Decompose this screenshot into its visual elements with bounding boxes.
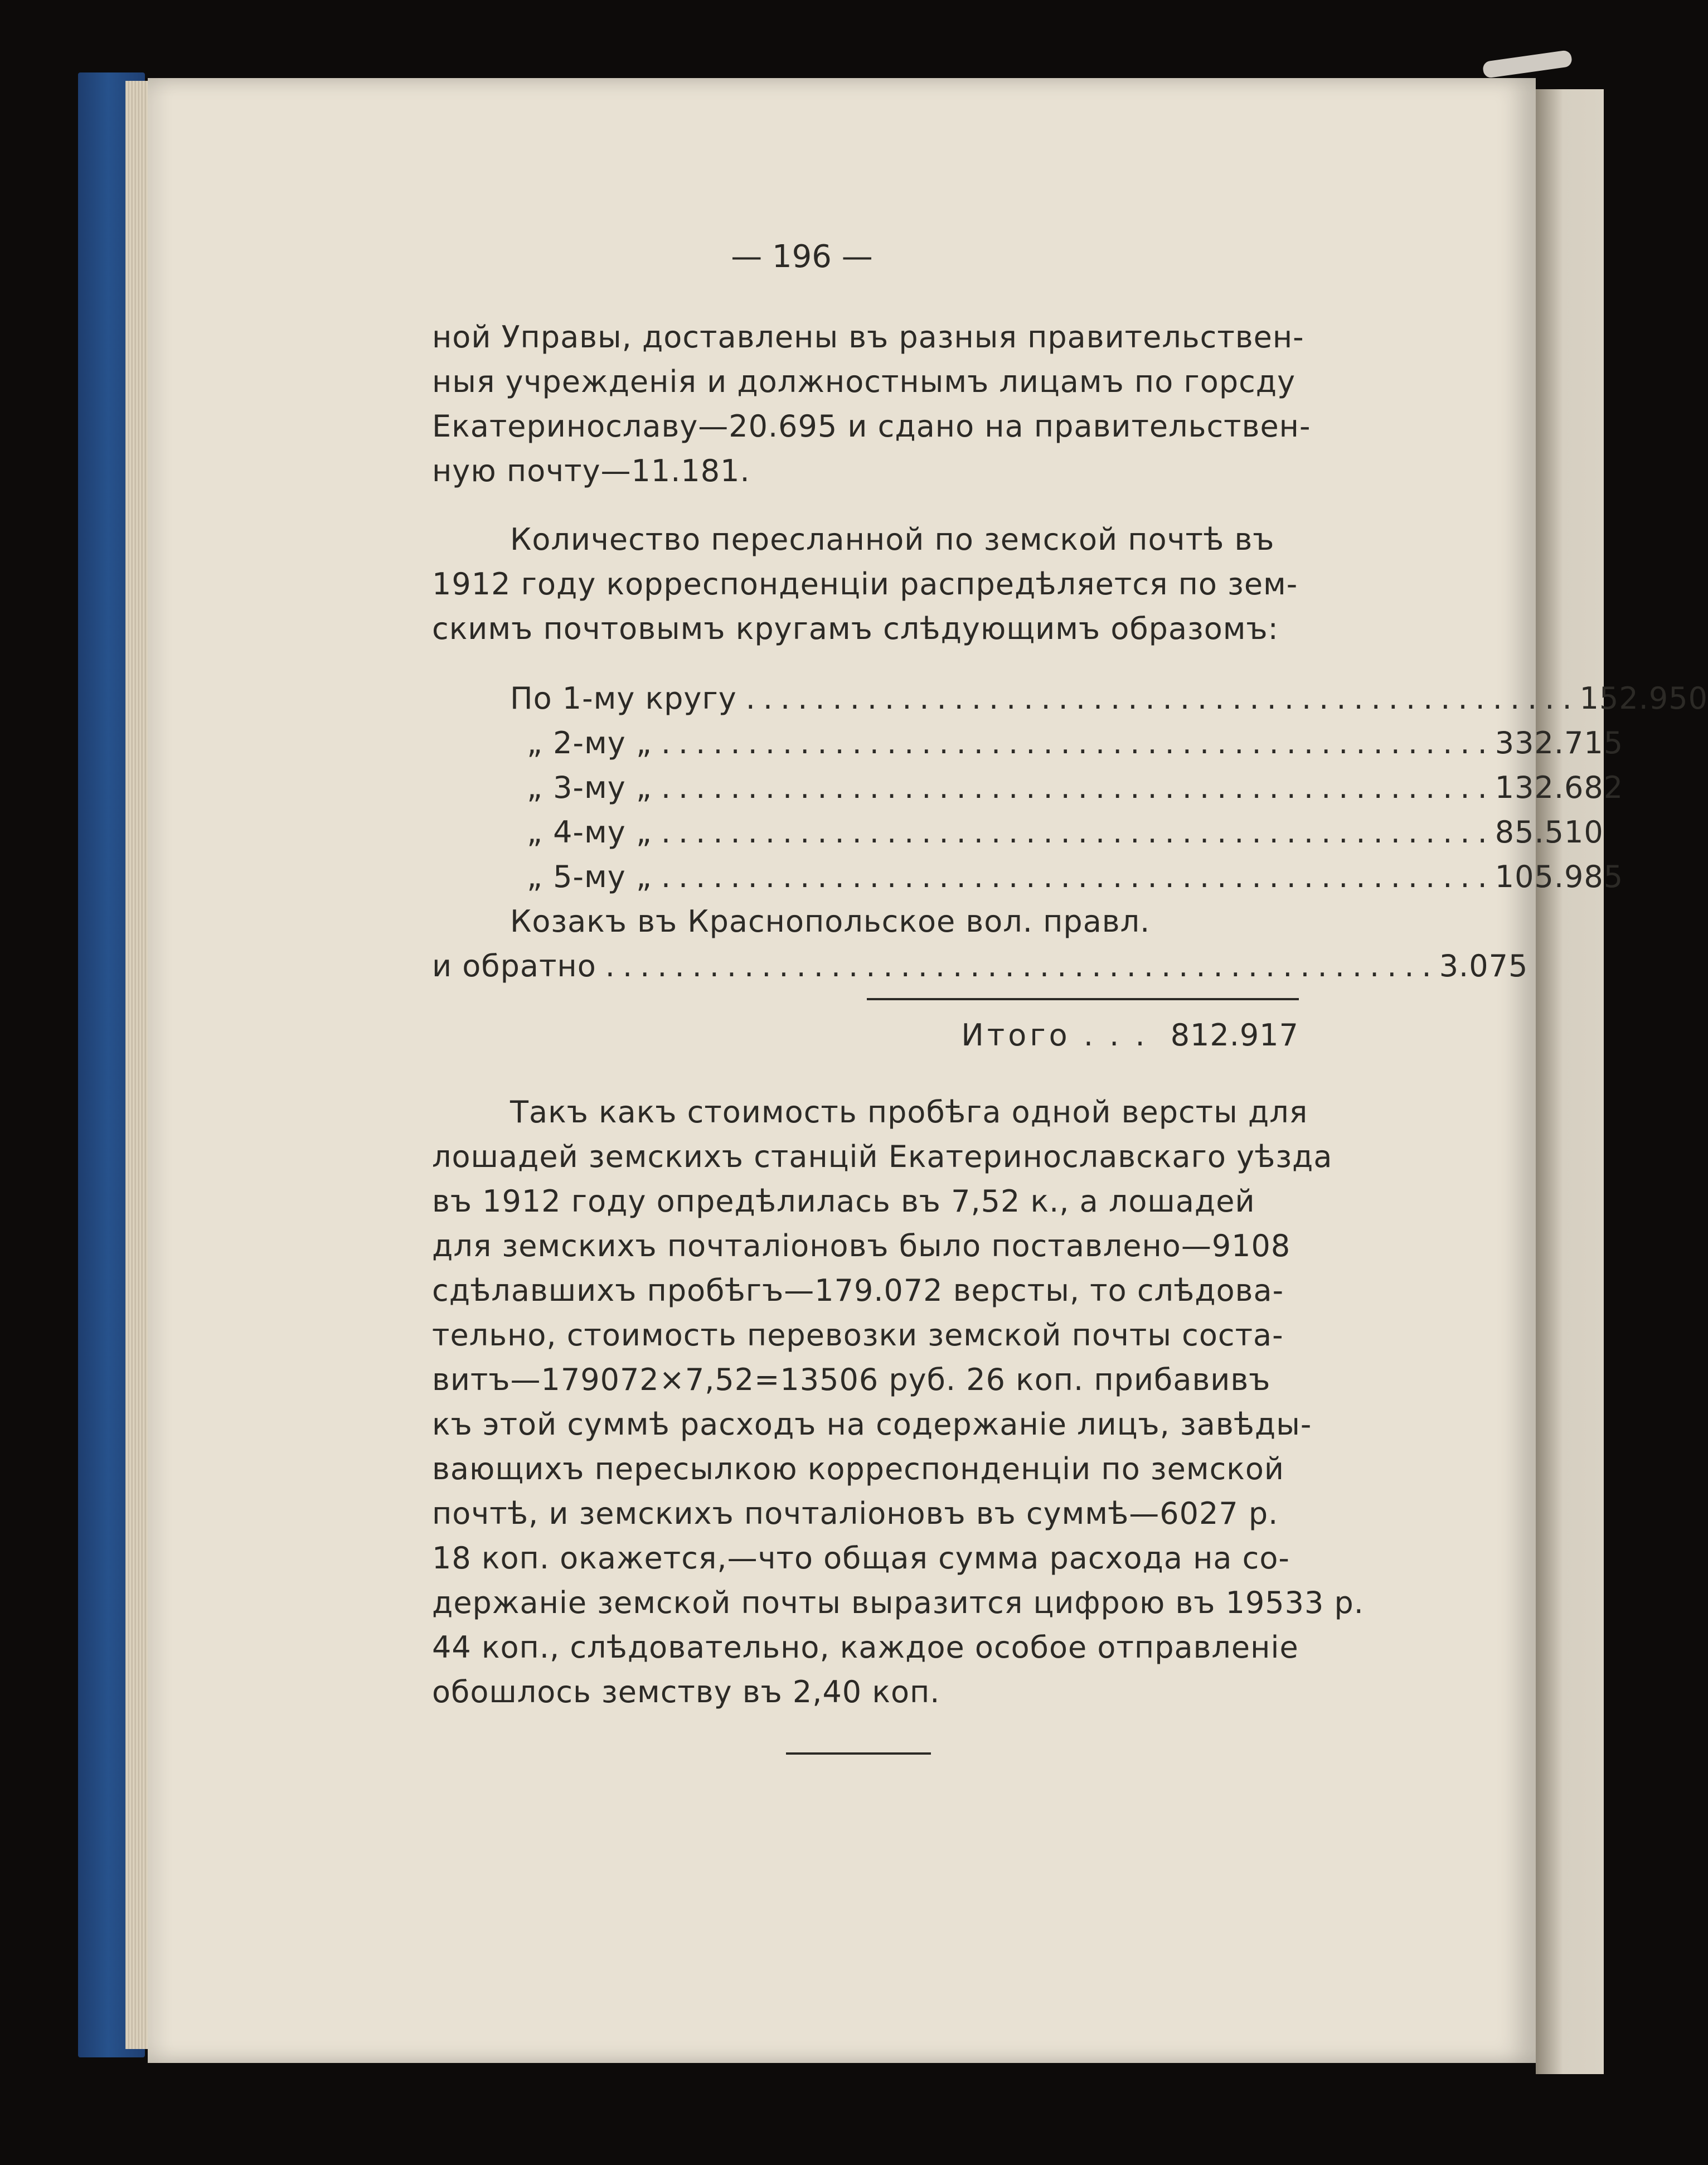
text-line: къ этой суммѣ расходъ на содержаніе лицъ, завѣды- xyxy=(432,1407,1312,1442)
text-line: вающихъ пересылкою корреспонденціи по земской xyxy=(432,1451,1285,1486)
text-line: ныя учрежденія и должностнымъ лицамъ по горсду xyxy=(432,364,1296,399)
row-label: По 1-му кругу xyxy=(510,681,737,716)
row-value: 85.510 xyxy=(1494,815,1604,850)
table-row xyxy=(432,855,1624,899)
text-line: 44 коп., слѣдовательно, каждое особое отправленіе xyxy=(432,1630,1299,1665)
text-line: скимъ почтовымъ кругамъ слѣдующимъ образомъ: xyxy=(432,611,1279,646)
row-value: 132.682 xyxy=(1494,770,1624,805)
table-row xyxy=(432,676,1708,721)
row-value: 152.950 xyxy=(1579,681,1708,716)
text-line: для земскихъ почталіоновъ было поставлено—9108 xyxy=(432,1228,1291,1263)
facing-page-edge xyxy=(1536,89,1604,2074)
row-label: „ 5-му „ xyxy=(527,859,652,894)
leader-dots: ................................................ xyxy=(661,859,1495,894)
leader-dots: ................................................ xyxy=(661,770,1495,805)
paragraph-3 xyxy=(432,1090,1364,1714)
leader-dots: ................................................ xyxy=(745,681,1580,716)
row-label: „ 4-му „ xyxy=(527,815,652,850)
paragraph-1 xyxy=(432,315,1311,493)
text-line: Такъ какъ стоимость пробѣга одной версты для xyxy=(510,1094,1308,1130)
text-line: обошлось земству въ 2,40 коп. xyxy=(432,1674,940,1709)
total-value: 812.917 xyxy=(1170,1018,1299,1053)
row-value: 332.715 xyxy=(1494,725,1624,761)
text-line: ной Управы, доставлены въ разныя правительствен- xyxy=(432,319,1304,355)
text-line: держаніе земской почты выразится цифрою въ 19533 р. xyxy=(432,1585,1364,1620)
row-value: 105.985 xyxy=(1494,859,1624,894)
page-number: — 196 — xyxy=(731,239,873,275)
text-line: Количество пересланной по земской почтѣ въ xyxy=(510,522,1275,557)
sum-rule xyxy=(867,998,1299,1000)
end-rule xyxy=(786,1752,931,1755)
table-row xyxy=(432,810,1604,855)
circles-table xyxy=(432,676,1708,989)
total-label: Итого . . . xyxy=(961,1018,1148,1053)
row-label: „ 3-му „ xyxy=(527,770,652,805)
leader-dots: ................................................ xyxy=(605,948,1439,984)
text-line: тельно, стоимость перевозки земской почты соста- xyxy=(432,1318,1284,1353)
row-label: „ 2-му „ xyxy=(527,725,652,761)
total-line xyxy=(432,1010,1299,1060)
text-line: Екатеринославу—20.695 и сдано на правительствен- xyxy=(432,409,1311,444)
text-line: витъ—179072×7,52=13506 руб. 26 коп. прибавивъ xyxy=(432,1362,1271,1397)
bookmark-ribbon xyxy=(1482,50,1573,79)
text-line: 18 коп. окажется,—что общая сумма расхода на со- xyxy=(432,1541,1290,1576)
leader-dots: ................................................ xyxy=(661,725,1495,761)
table-row xyxy=(432,766,1624,810)
text-line: почтѣ, и земскихъ почталіоновъ въ суммѣ—6027 р. xyxy=(432,1496,1279,1531)
text-line: ную почту—11.181. xyxy=(432,453,750,488)
paragraph-2 xyxy=(432,517,1299,651)
row-label: и обратно xyxy=(432,948,596,984)
text-line: въ 1912 году опредѣлилась въ 7,52 к., а лошадей xyxy=(432,1184,1255,1219)
row-label: Козакъ въ Краснопольское вол. правл. xyxy=(510,904,1151,939)
total-row xyxy=(432,1010,1299,1060)
table-row xyxy=(432,899,1299,944)
text-line: сдѣлавшихъ пробѣгъ—179.072 версты, то слѣдова- xyxy=(432,1273,1284,1308)
leader-dots: ................................................ xyxy=(661,815,1495,850)
text-line: лошадей земскихъ станцій Екатеринославскаго уѣзда xyxy=(432,1139,1333,1174)
table-row xyxy=(432,944,1529,989)
table-row xyxy=(432,721,1624,766)
row-value: 3.075 xyxy=(1439,948,1529,984)
text-line: 1912 году корреспонденціи распредѣляется по зем- xyxy=(432,566,1298,602)
